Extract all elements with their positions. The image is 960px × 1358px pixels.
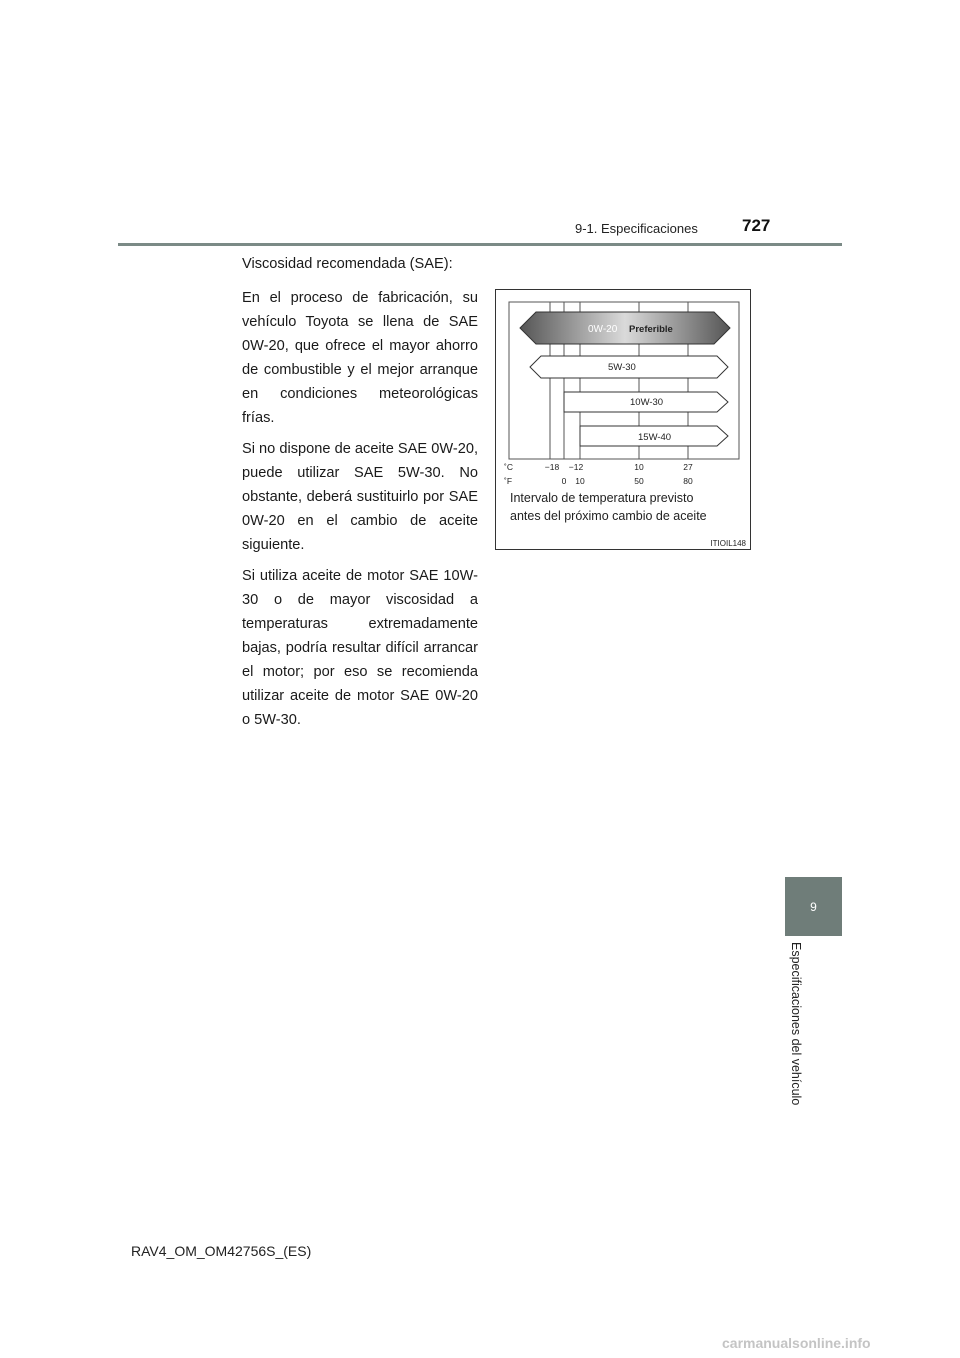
grade-label-0w20: 0W-20 [588,324,618,335]
celsius-tick: 27 [683,462,693,472]
celsius-tick: −18 [544,462,560,472]
celsius-unit: ˚C [504,462,513,472]
grade-label-15w40: 15W-40 [638,432,672,443]
fahrenheit-tick: 50 [634,476,644,486]
chapter-title-vertical [785,942,811,1118]
paragraph-2: Si no dispone de aceite SAE 0W-20, puede utilizar SAE 5W-30. No obstante, deberá sustituirlo por SAE 0W-20 en el cambio de aceite siguiente. [242,441,478,553]
figure-caption-line1: Intervalo de temperatura previsto [510,491,694,505]
figure-id: ITIOIL148 [710,539,746,548]
lead-paragraph: Viscosidad recomendada (SAE): [242,256,453,272]
document-code: RAV4_OM_OM42756S_(ES) [131,1243,312,1259]
grade-label-10w30: 10W-30 [630,397,664,408]
viscosity-chart [496,290,752,551]
fahrenheit-tick: 0 [561,476,567,486]
section-title: 9-1. Especificaciones [575,221,698,236]
header-rule [118,243,842,246]
chapter-tab [785,877,842,936]
celsius-tick: 10 [634,462,644,472]
preferred-tag: Preferible [629,324,673,335]
grade-arrow-0w20 [520,312,730,344]
celsius-tick: −12 [568,462,584,472]
paragraph-1: En el proceso de fabricación, su vehículo Toyota se llena de SAE 0W-20, que ofrece el mayor ahorro de combustible y el mejor arranque en condiciones meteorológicas frías. [242,290,478,426]
page-number: 727 [742,216,771,235]
body-text [242,252,478,739]
fahrenheit-tick: 10 [575,476,585,486]
fahrenheit-unit: ˚F [504,476,513,486]
paragraph-3: Si utiliza aceite de motor SAE 10W-30 o de mayor viscosidad a temperaturas extremadamente bajas, podría resultar difícil arrancar el motor; por eso se recomienda utilizar aceite de motor SAE 0W-20 o 5W-30. [242,568,478,728]
fahrenheit-tick: 80 [683,476,693,486]
figure-caption-line2: antes del próximo cambio de aceite [510,509,707,523]
viscosity-figure [495,289,751,550]
watermark: carmanualsonline.info [722,1335,871,1351]
grade-label-5w30: 5W-30 [608,362,636,373]
chapter-title: Especificaciones del vehículo [789,942,803,1106]
chapter-number: 9 [810,899,817,914]
